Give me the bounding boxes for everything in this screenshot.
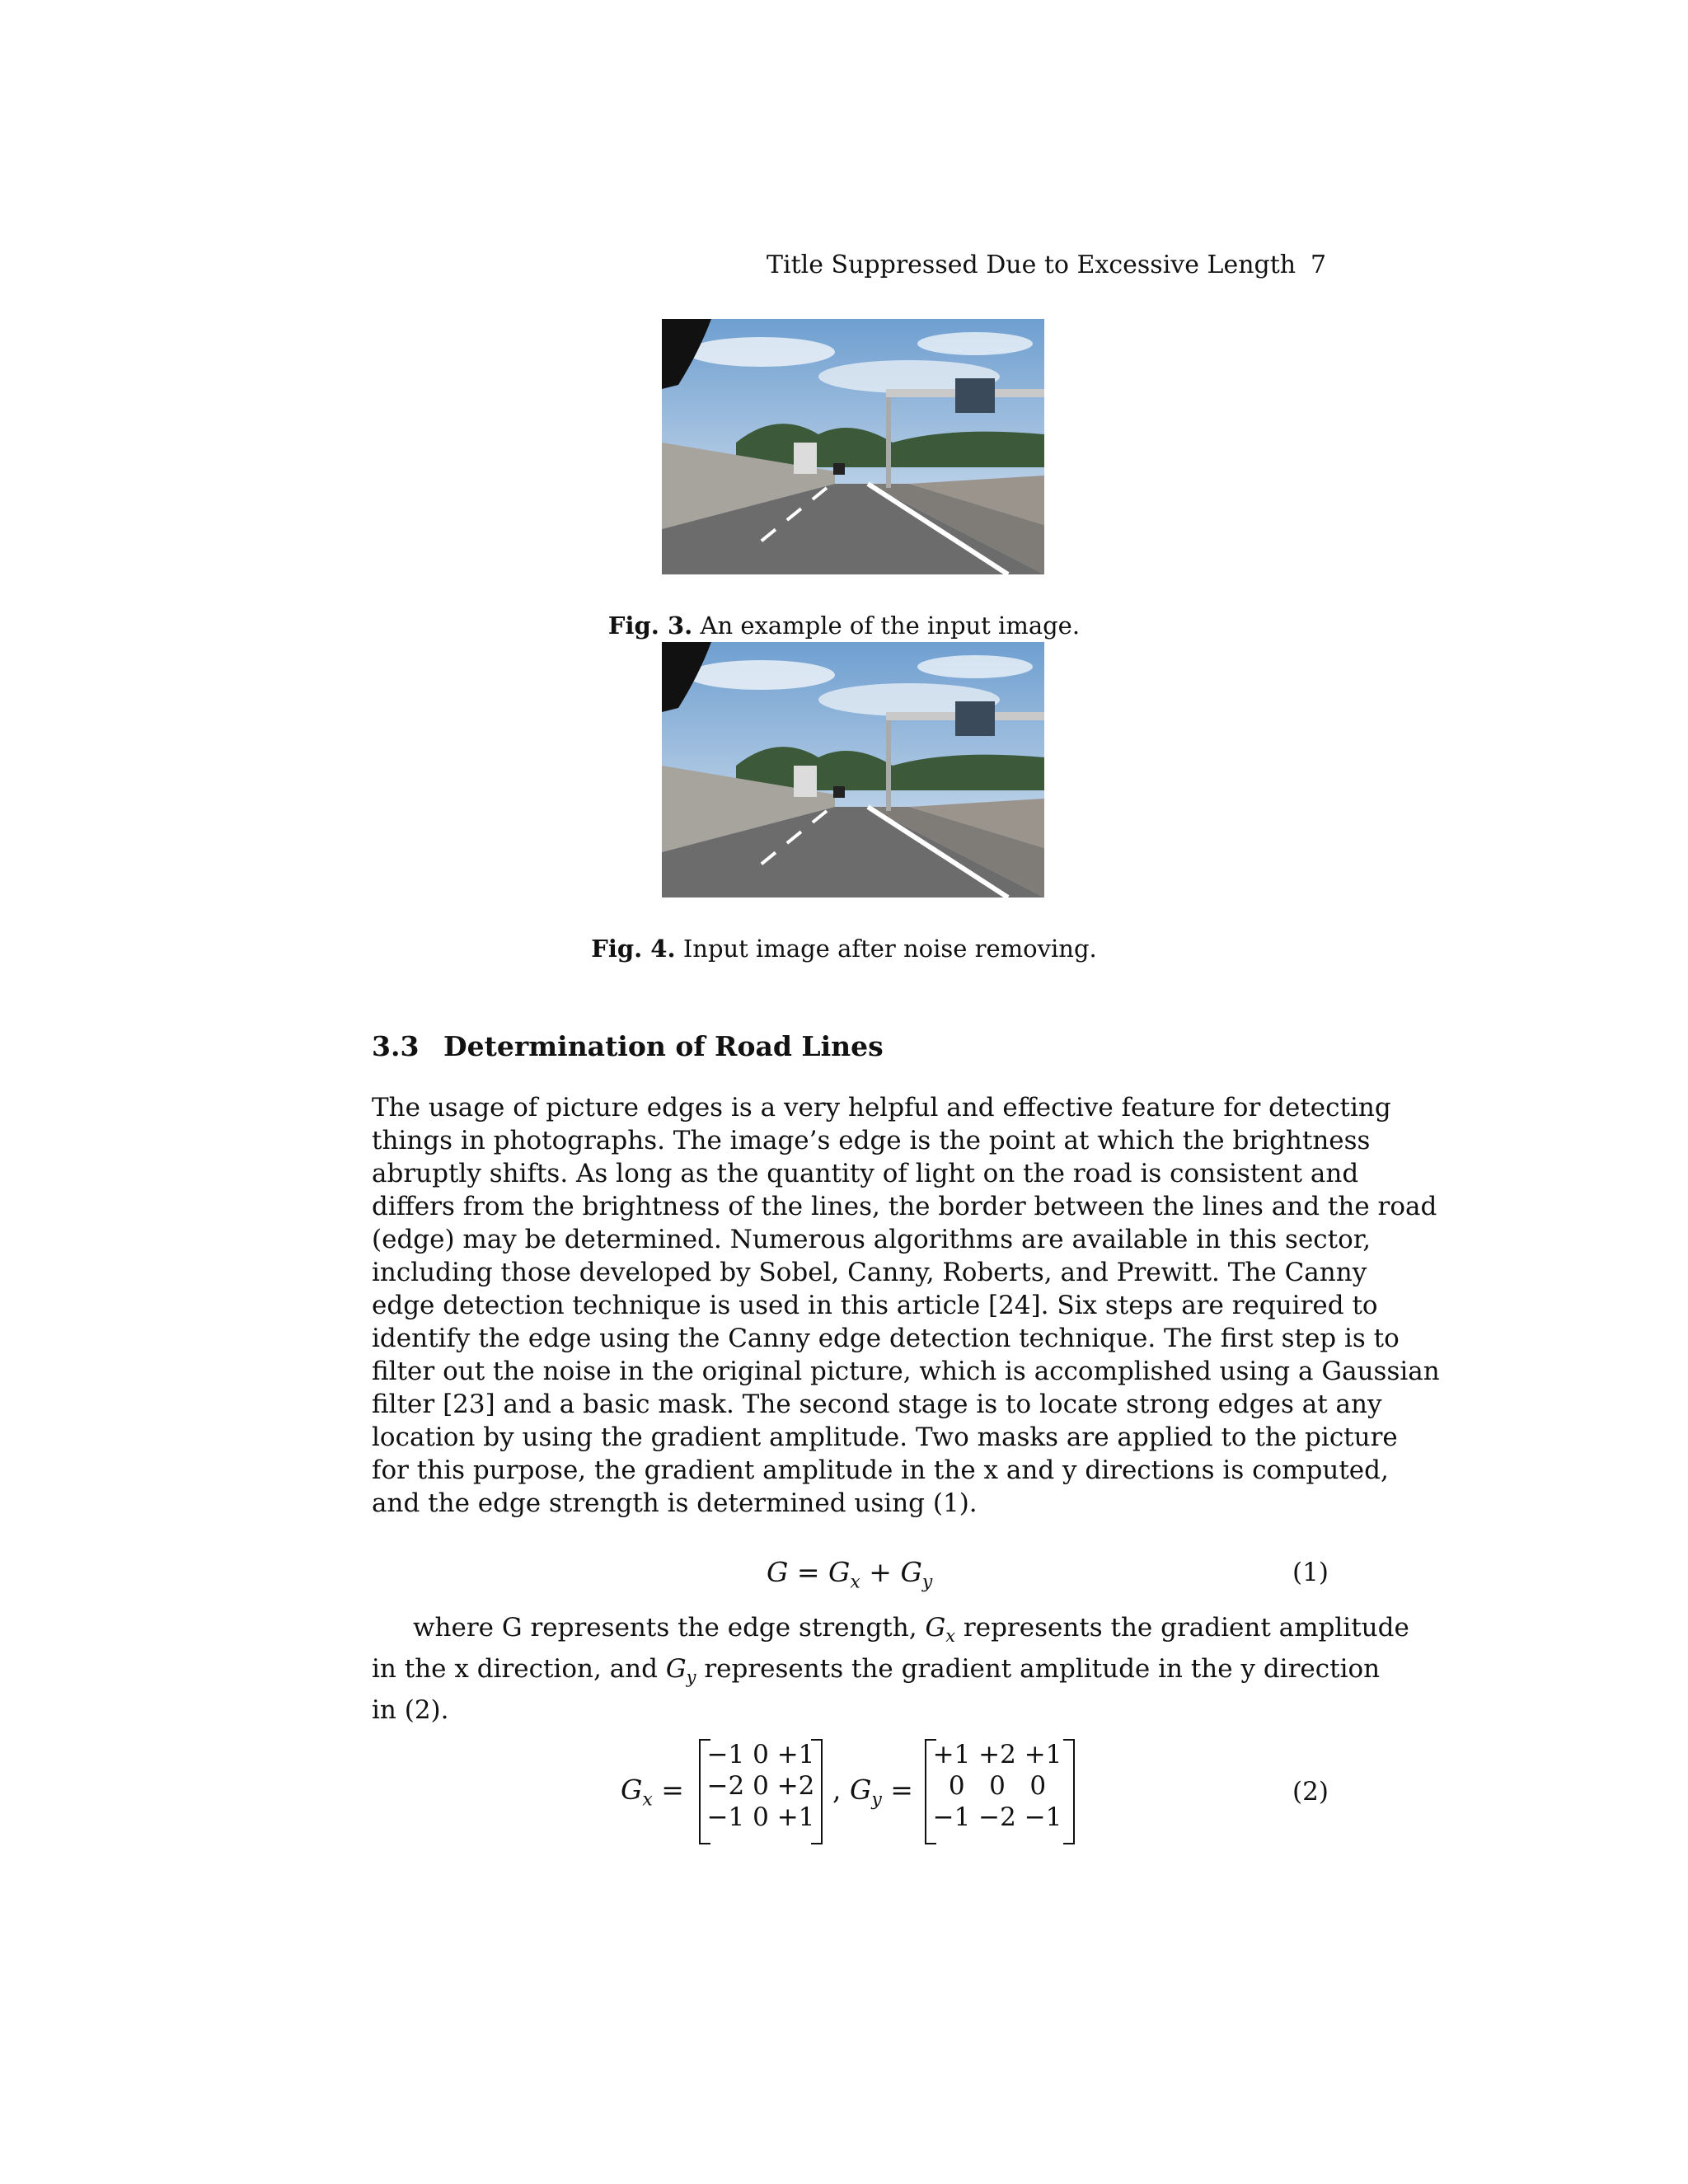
- eq1-term-2-sub: y: [921, 1572, 933, 1593]
- paragraph-line: [372, 1652, 1381, 1694]
- eq1-lhs: G: [767, 1556, 789, 1588]
- math-comma: ,: [832, 1774, 850, 1806]
- matrix-gy: [926, 1739, 1068, 1841]
- page-number: 7: [1311, 251, 1327, 279]
- figure-3-image: [662, 319, 1044, 574]
- equation-2-gy-label: [832, 1774, 913, 1811]
- text-run: in the x direction, and: [372, 1654, 666, 1685]
- section-number: 3.3: [372, 1030, 420, 1062]
- paragraph-line: abruptly shifts. As long as the quantity of light on the road is consistent and: [372, 1159, 1359, 1188]
- figure-3-label: Fig. 3.: [607, 612, 693, 640]
- text-run: represents the gradient amplitude: [955, 1613, 1409, 1643]
- paragraph-line: edge detection technique is used in this article [24]. Six steps are required to: [372, 1291, 1378, 1320]
- section-title: Determination of Road Lines: [443, 1030, 884, 1062]
- math-subscript: x: [642, 1789, 653, 1811]
- eq1-term-1: G: [828, 1556, 851, 1588]
- paragraph-line: (edge) may be determined. Numerous algorithms are available in this sector,: [372, 1225, 1372, 1254]
- body-paragraph-2: [372, 1611, 1409, 1727]
- figure-3-caption: [0, 612, 1688, 640]
- eq1-equals: =: [788, 1556, 829, 1588]
- matrix-row: −1 0 +1: [706, 1740, 815, 1769]
- paragraph-line: for this purpose, the gradient amplitude in the x and y directions is computed,: [372, 1455, 1389, 1485]
- math-symbol: G: [621, 1774, 643, 1806]
- paragraph-line: location by using the gradient amplitude. Two masks are applied to the picture: [372, 1422, 1398, 1452]
- body-paragraph-1: [372, 1091, 1440, 1520]
- matrix-row: +1 +2 +1: [932, 1740, 1062, 1769]
- math-symbol: G: [925, 1613, 946, 1643]
- matrix-gx-right-bracket: [811, 1739, 823, 1844]
- text-run: where G represents the edge strength,: [413, 1613, 926, 1643]
- equation-2-gx-label: [621, 1774, 684, 1811]
- eq1-term-1-sub: x: [850, 1572, 860, 1593]
- figure-4-caption: [0, 935, 1688, 963]
- math-subscript: x: [945, 1626, 956, 1647]
- paragraph-line: [372, 1611, 1409, 1652]
- figure-4-image: [662, 642, 1044, 898]
- paragraph-line: identify the edge using the Canny edge detection technique. The first step is to: [372, 1324, 1400, 1353]
- running-title: Title Suppressed Due to Excessive Length: [767, 251, 1296, 279]
- matrix-row: −1 0 +1: [706, 1802, 815, 1832]
- paragraph-line: filter out the noise in the original picture, which is accomplished using a Gaussian: [372, 1357, 1440, 1386]
- eq1-plus: +: [860, 1556, 901, 1588]
- math-equals: =: [881, 1774, 913, 1806]
- math-equals: =: [652, 1774, 684, 1806]
- matrix-row: −1 −2 −1: [932, 1802, 1062, 1832]
- equation-2-number: (2): [1292, 1777, 1329, 1807]
- matrix-row: −2 0 +2: [706, 1771, 815, 1801]
- math-symbol: G: [665, 1654, 687, 1685]
- eq1-term-2: G: [900, 1556, 922, 1588]
- equation-1: [767, 1556, 932, 1593]
- paragraph-line: things in photographs. The image’s edge is the point at which the brightness: [372, 1126, 1371, 1155]
- figure-3-caption-text: An example of the input image.: [700, 612, 1081, 640]
- paragraph-line: filter [23] and a basic mask. The second stage is to locate strong edges at any: [372, 1390, 1382, 1419]
- paragraph-line: differs from the brightness of the lines, the border between the lines and the road: [372, 1192, 1437, 1221]
- equation-1-number: (1): [1292, 1558, 1329, 1587]
- math-symbol: G: [849, 1774, 872, 1806]
- figure-4-caption-text: Input image after noise removing.: [682, 935, 1097, 963]
- paragraph-line: including those developed by Sobel, Canny, Roberts, and Prewitt. The Canny: [372, 1258, 1367, 1287]
- figure-4-label: Fig. 4.: [591, 935, 676, 963]
- matrix-gy-right-bracket: [1063, 1739, 1075, 1844]
- text-run: represents the gradient amplitude in the y direction: [696, 1654, 1381, 1685]
- paragraph-line: and the edge strength is determined using (1).: [372, 1488, 978, 1518]
- paragraph-line: The usage of picture edges is a very helpful and effective feature for detecting: [372, 1093, 1391, 1122]
- math-subscript: y: [871, 1789, 882, 1811]
- math-subscript: y: [686, 1667, 696, 1688]
- paragraph-line: in (2).: [372, 1695, 449, 1726]
- matrix-gx: [703, 1739, 818, 1841]
- matrix-row: 0 0 0: [948, 1771, 1047, 1801]
